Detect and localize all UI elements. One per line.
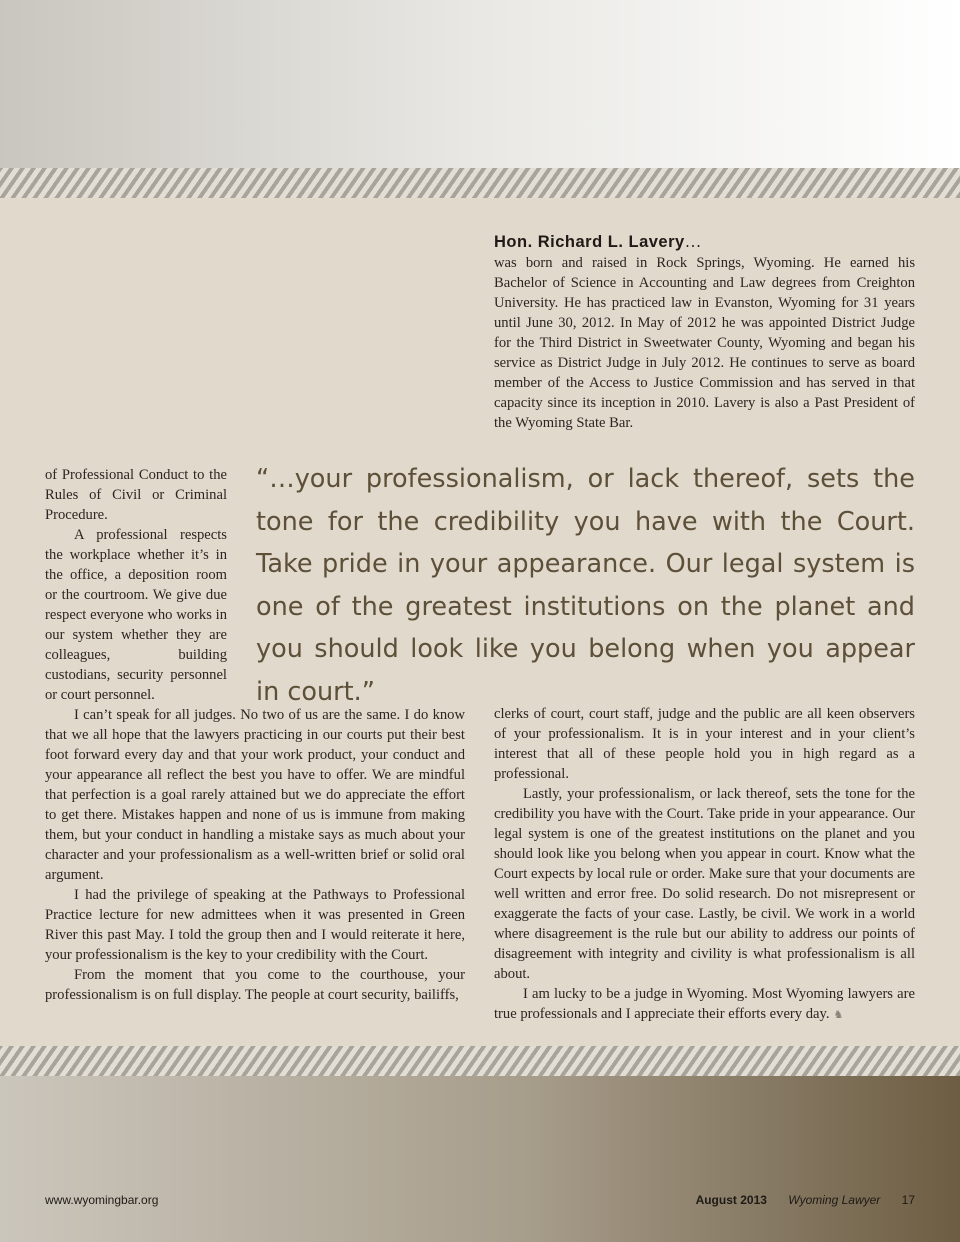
bio-ellipsis: … (684, 232, 702, 251)
pull-quote: “…your professionalism, or lack thereof, sets the tone for the credibility you have with the Court. Take pride in your appearance. Our legal system is one of the greatest institutions on the planet and you should look like you belong when you appear in court.” (256, 464, 915, 707)
paragraph: I had the privilege of speaking at the Pathways to Professional Practice lecture for new admittees when it was presented in Green River this past May. I told the group then and I would reiterate it here, your professionalism is the key to your credibility with the Court. (45, 887, 465, 963)
top-background-band (0, 0, 960, 170)
left-column (45, 705, 465, 1005)
paragraph: A professional respects the workplace whether it’s in the office, a deposition room or the courtroom. We give due respect everyone who works in our system whether they are colleagues, building custodians, security personnel or court personnel. (45, 527, 227, 703)
paragraph-text: I am lucky to be a judge in Wyoming. Most Wyoming lawyers are true professionals and I appreciate their efforts every day. (494, 986, 915, 1022)
footer-url[interactable]: www.wyomingbar.org (45, 1193, 159, 1207)
paragraph: I can’t speak for all judges. No two of us are the same. I do know that we all hope that the lawyers practicing in our courts put their best foot forward every day and that your work product, your conduct and your appearance all reflect the best you have to offer. We are mindful that perfection is a goal rarely attained but we do appreciate the effort to get there. Mistakes happen and none of us is immune from making them, but your conduct in handling a mistake says as much about your character and your professionalism as a well-written brief or solid oral argument. (45, 707, 465, 883)
bottom-background-band (0, 1076, 960, 1242)
bottom-hatched-divider (0, 1046, 960, 1076)
bio-heading (494, 232, 915, 253)
paragraph: of Professional Conduct to the Rules of Civil or Criminal Procedure. (45, 467, 227, 523)
footer-info (678, 1193, 915, 1207)
bio-name: Hon. Richard L. Lavery (494, 233, 685, 251)
footer-date: August 2013 (695, 1193, 767, 1207)
narrow-column (45, 465, 227, 705)
paragraph: Lastly, your professionalism, or lack thereof, sets the tone for the credibility you have with the Court. Take pride in your appearance. Our legal system is one of the greatest institutions on the planet and you should look like you belong when you appear in court. Know what the Court expects by local rule or order. Make sure that your documents are well written and error free. Do solid research. Do not misrepresent or exaggerate the facts of your case. Lastly, be civil. We work in a world where disagreement is the rule but our ability to address our points of disagreement with integrity and civility is what professionalism is all about. (494, 786, 915, 982)
top-hatched-divider (0, 168, 960, 198)
paragraph: From the moment that you come to the courthouse, your professionalism is on full display. The people at court security, bailiffs, (45, 967, 465, 1003)
bucking-horse-icon: ♞ (833, 1008, 844, 1021)
footer-magazine: Wyoming Lawyer (788, 1193, 881, 1207)
bio-text: was born and raised in Rock Springs, Wyoming. He earned his Bachelor of Science in Accounting and Law degrees from Creighton University. He has practiced law in Evanston, Wyoming for 31 years until June 30, 2012. In May of 2012 he was appointed District Judge for the Third District in Sweetwater County, Wyoming and began his service as District Judge in July 2012. He continues to serve as board member of the Access to Justice Commission and has served in that capacity since its inception in 2010. Lavery is also a Past President of the Wyoming State Bar. (494, 255, 915, 431)
paragraph: clerks of court, court staff, judge and the public are all keen observers of your professionalism. It is in your interest and in your client’s interest that all of these people hold you in high regard as a professional. (494, 706, 915, 782)
right-column (494, 704, 915, 1025)
paragraph (494, 984, 915, 1025)
author-bio (494, 232, 915, 433)
page-number: 17 (901, 1193, 915, 1207)
